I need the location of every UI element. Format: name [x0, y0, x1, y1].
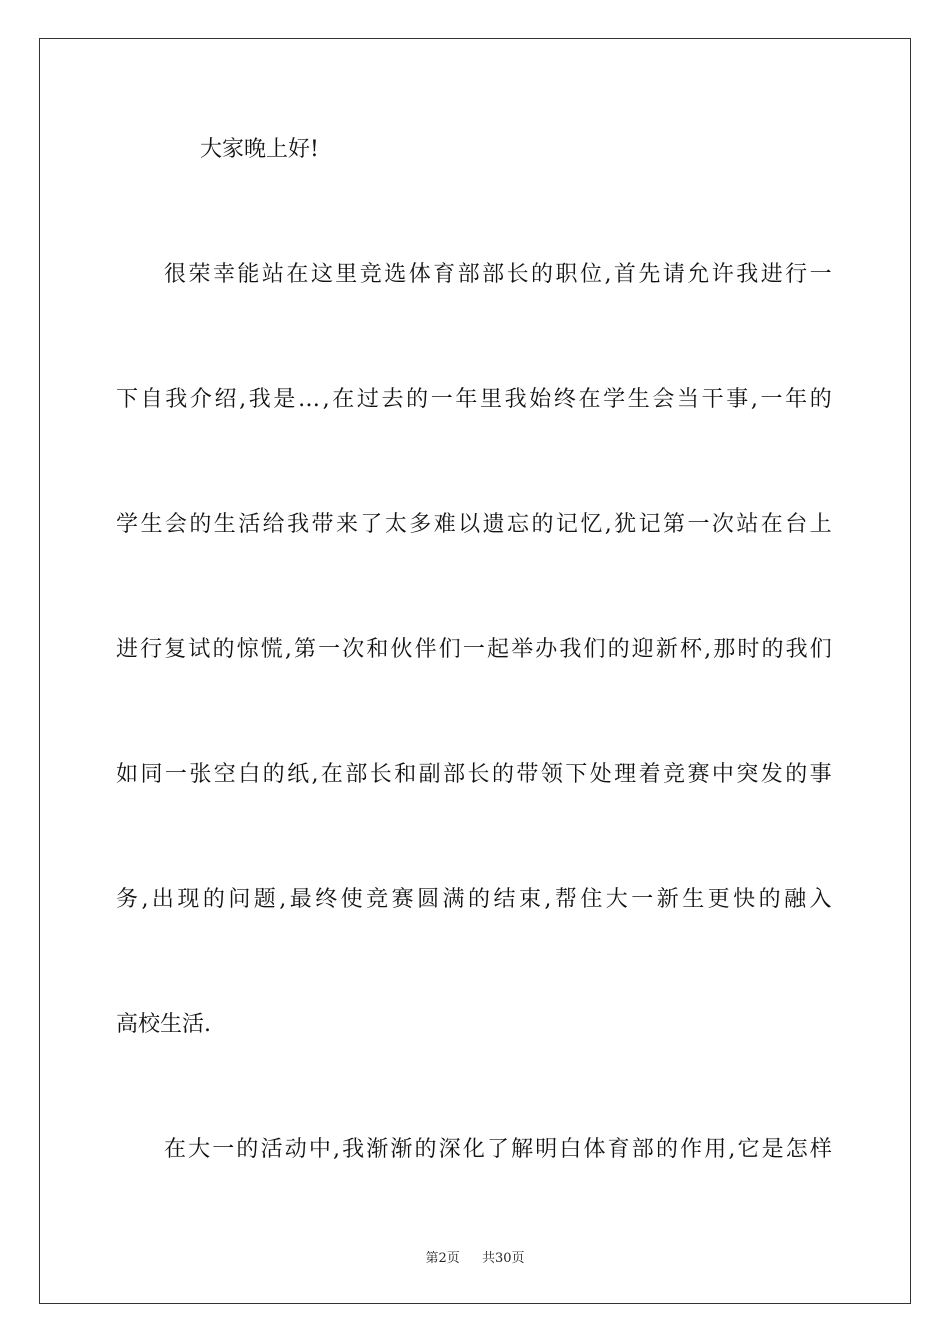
paragraph-line: 很 荣 幸 能 站 在 这 里 竞 选 体 育 部 部 长 的 职 位 , 首 先 请 允 许 我 进 行 一 — [164, 262, 832, 287]
paragraph-line: 高校生活. — [116, 1012, 211, 1037]
page-footer — [0, 1247, 950, 1266]
paragraph-line: 下 自 我 介 绍 , 我 是 … , 在 过 去 的 一 年 里 我 始 终 在 学 生 会 当 干 事 , 一 年 的 — [116, 387, 832, 412]
paragraph-line: 进 行 复 试 的 惊 慌 , 第 一 次 和 伙 伴 们 一 起 举 办 我 们 的 迎 新 杯 , 那 时 的 我 们 — [116, 637, 832, 662]
page-border — [39, 38, 911, 1304]
paragraph-line: 如 同 一 张 空 白 的 纸 , 在 部 长 和 副 部 长 的 带 领 下 处 理 着 竞 赛 中 突 发 的 事 — [116, 762, 832, 787]
paragraph-line: 在 大 一 的 活 动 中 , 我 渐 渐 的 深 化 了 解 明 白 体 育 部 的 作 用 , 它 是 怎 样 — [164, 1137, 832, 1162]
page-total: 共30页 — [482, 1251, 525, 1266]
page-number: 第2页 — [425, 1251, 460, 1266]
greeting-line: 大家晚上好! — [200, 137, 319, 162]
paragraph-line: 学 生 会 的 生 活 给 我 带 来 了 太 多 难 以 遗 忘 的 记 忆 , 犹 记 第 一 次 站 在 台 上 — [116, 512, 832, 537]
paragraph-line: 务 , 出 现 的 问 题 , 最 终 使 竞 赛 圆 满 的 结 束 , 帮 住 大 一 新 生 更 快 的 融 入 — [116, 887, 832, 912]
